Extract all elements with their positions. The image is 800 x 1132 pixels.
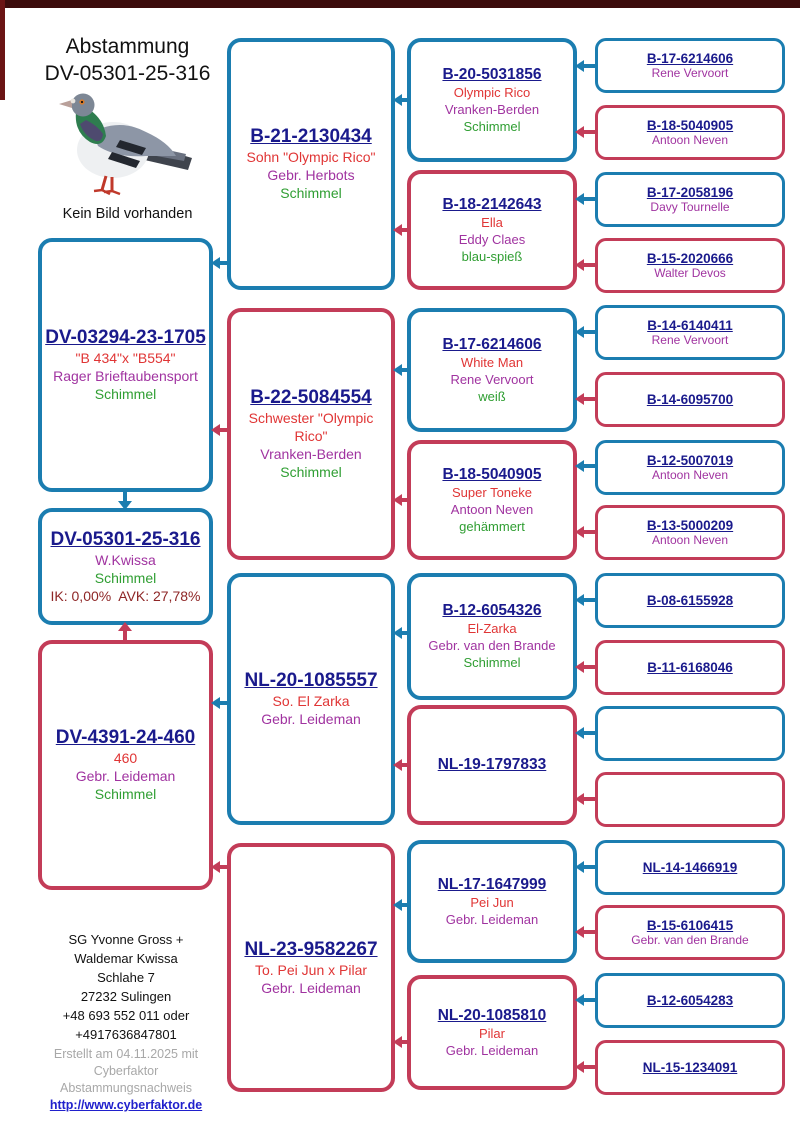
sire-arrow — [575, 994, 597, 1006]
page-title — [15, 33, 240, 87]
footer-line: Cyberfaktor — [93, 1064, 159, 1078]
page-left-border — [0, 0, 5, 100]
feather-color: Schimmel — [94, 786, 157, 802]
dam-arrow — [211, 424, 228, 436]
dam-arrow — [575, 793, 597, 805]
breeder-name: Gebr. Leideman — [445, 911, 539, 927]
breeder-name: Antoon Neven — [651, 132, 729, 147]
feather-color: Schimmel — [463, 655, 521, 670]
breeder-name: Gebr. Leideman — [261, 711, 361, 727]
dam-arrow — [575, 1061, 597, 1073]
dam-arrow — [575, 661, 597, 673]
pedigree-box-gen4-10 — [595, 640, 785, 695]
pedigree-box-gen4-13 — [595, 840, 785, 895]
pedigree-box-gen3-8 — [407, 975, 577, 1090]
pedigree-box-gen3-5 — [407, 573, 577, 700]
ring-number[interactable]: B-12-6054326 — [442, 602, 542, 619]
contact-line: SG Yvonne Gross + — [68, 932, 184, 947]
pedigree-box-gen2-2 — [227, 308, 395, 560]
pigeon-name: So. El Zarka — [272, 693, 350, 709]
feather-color: weiß — [478, 388, 506, 404]
ring-number[interactable]: B-08-6155928 — [646, 593, 734, 608]
page-top-border — [0, 0, 800, 8]
pigeon-photo — [50, 84, 200, 204]
ring-number[interactable]: B-15-2020666 — [646, 250, 734, 266]
breeder-name: Rager Brieftaubensport — [53, 368, 198, 384]
ring-number[interactable]: B-21-2130434 — [250, 126, 372, 147]
sire-arrow — [575, 861, 597, 873]
contact-line: Waldemar Kwissa — [74, 951, 178, 966]
ring-number[interactable]: B-17-6214606 — [646, 50, 734, 66]
pedigree-box-gen3-1 — [407, 38, 577, 162]
pigeon-name: "B 434"x "B554" — [75, 350, 176, 366]
sire-arrow — [575, 594, 597, 606]
ring-number[interactable]: B-18-5040905 — [646, 117, 734, 133]
pigeon-name: Pei Jun — [470, 894, 514, 910]
breeder-name: Gebr. Leideman — [445, 1042, 539, 1058]
contact-line: +48 693 552 011 oder — [62, 1008, 190, 1023]
pedigree-box-gen4-15 — [595, 973, 785, 1028]
contact-line: Schlahe 7 — [97, 970, 155, 985]
footer-line: Abstammungsnachweis — [59, 1081, 192, 1095]
ring-number[interactable]: B-18-2142643 — [442, 195, 542, 213]
ring-number[interactable]: NL-23-9582267 — [244, 938, 378, 960]
breeder-name: Rene Vervoort — [651, 332, 729, 347]
ring-number[interactable]: DV-4391-24-460 — [55, 727, 196, 748]
footer-line: Erstellt am 04.11.2025 mit — [53, 1047, 199, 1061]
dam-arrow — [393, 494, 408, 506]
pedigree-box-gen1-2 — [38, 640, 213, 890]
breeder-name: Gebr. van den Brande — [428, 638, 556, 653]
cyberfaktor-link[interactable]: http://www.cyberfaktor.de — [49, 1098, 203, 1112]
ring-number[interactable]: B-14-6140411 — [647, 317, 733, 333]
contact-block — [15, 930, 237, 1044]
pedigree-box-gen3-6 — [407, 705, 577, 825]
pedigree-box-gen3-2 — [407, 170, 577, 290]
pigeon-name: Schwester "Olympic Rico" — [248, 410, 374, 444]
ring-number[interactable]: B-12-6054283 — [646, 993, 734, 1008]
pedigree-box-gen2-4 — [227, 843, 395, 1092]
dam-arrow — [575, 526, 597, 538]
sire-arrow — [393, 94, 408, 106]
ring-number[interactable]: NL-20-1085557 — [244, 670, 378, 691]
feather-color: Schimmel — [280, 464, 342, 480]
ring-number[interactable]: NL-20-1085810 — [437, 1006, 547, 1024]
pedigree-box-gen2-3 — [227, 573, 395, 825]
pigeon-name: Olympic Rico — [453, 84, 531, 100]
contact-line: 27232 Sulingen — [80, 989, 172, 1004]
breeder-name: W.Kwissa — [95, 551, 156, 568]
ring-number[interactable]: B-15-6106415 — [646, 917, 734, 933]
sire-arrow-down — [118, 489, 132, 510]
breeder-name: Gebr. van den Brande — [631, 932, 749, 947]
ring-number[interactable]: B-12-5007019 — [646, 452, 734, 468]
breeder-name: Antoon Neven — [450, 501, 534, 517]
ring-number[interactable]: B-13-5000209 — [646, 517, 734, 533]
sire-arrow — [211, 697, 228, 709]
dam-arrow — [575, 126, 597, 138]
breeder-name: Vranken-Berden — [444, 101, 540, 117]
sire-arrow — [393, 627, 408, 639]
sire-arrow — [575, 727, 597, 739]
breeder-name: Gebr. Leideman — [75, 768, 176, 784]
dam-arrow — [575, 393, 597, 405]
pigeon-name: Pilar — [478, 1025, 505, 1041]
breeder-name: Rene Vervoort — [450, 371, 534, 387]
ring-number[interactable]: B-20-5031856 — [442, 65, 542, 83]
breeder-name: Antoon Neven — [651, 467, 729, 482]
ring-number[interactable]: B-22-5084554 — [250, 387, 372, 408]
pigeon-name: El-Zarka — [467, 621, 517, 636]
ring-number[interactable]: NL-19-1797833 — [437, 756, 547, 773]
pigeon-illustration — [50, 84, 200, 204]
ring-number[interactable]: B-17-2058196 — [646, 184, 734, 200]
pedigree-box-gen3-7 — [407, 840, 577, 963]
pedigree-box-gen4-4 — [595, 238, 785, 293]
feather-color: Schimmel — [463, 118, 521, 134]
breeder-name: Rene Vervoort — [651, 65, 729, 80]
pigeon-name: White Man — [460, 354, 524, 370]
title-line2: DV-05301-25-316 — [44, 62, 211, 85]
dam-arrow — [393, 759, 408, 771]
pedigree-box-gen4-7 — [595, 440, 785, 495]
pedigree-box-gen3-4 — [407, 440, 577, 560]
ring-number[interactable]: NL-17-1647999 — [437, 875, 547, 893]
sire-arrow — [575, 460, 597, 472]
pedigree-box-subject-1 — [38, 508, 213, 625]
pedigree-box-gen4-5 — [595, 305, 785, 360]
pigeon-name: Ella — [481, 214, 503, 230]
ring-number[interactable]: B-18-5040905 — [442, 465, 542, 483]
breeder-name: Gebr. Herbots — [267, 167, 355, 183]
breeder-name: Walter Devos — [654, 265, 726, 280]
pedigree-box-gen4-2 — [595, 105, 785, 160]
pedigree-box-gen4-6 — [595, 372, 785, 427]
contact-line: +4917636847801 — [75, 1027, 177, 1042]
pedigree-box-gen4-12 — [595, 772, 785, 827]
ring-number[interactable]: NL-14-1466919 — [642, 860, 738, 875]
pedigree-box-gen4-1 — [595, 38, 785, 93]
pedigree-box-gen1-1 — [38, 238, 213, 492]
title-line1: Abstammung — [65, 35, 190, 58]
dam-arrow-up — [118, 622, 132, 643]
sire-arrow — [211, 257, 228, 269]
dam-arrow — [393, 224, 408, 236]
pedigree-box-gen2-1 — [227, 38, 395, 290]
feather-color: gehämmert — [459, 518, 525, 534]
pedigree-box-gen4-9 — [595, 573, 785, 628]
ring-number[interactable]: DV-03294-23-1705 — [45, 327, 206, 348]
pedigree-box-gen4-8 — [595, 505, 785, 560]
ring-number[interactable]: B-11-6168046 — [647, 660, 733, 675]
inbreeding-stats: IK: 0,00% AVK: 27,78% — [50, 587, 201, 604]
sire-arrow — [575, 193, 597, 205]
pedigree-box-gen4-16 — [595, 1040, 785, 1095]
pigeon-name: To. Pei Jun x Pilar — [254, 961, 368, 978]
ring-number[interactable]: DV-05301-25-316 — [50, 528, 201, 550]
breeder-name: Davy Tournelle — [650, 199, 730, 214]
sire-arrow — [575, 326, 597, 338]
sire-arrow — [393, 899, 408, 911]
breeder-name: Eddy Claes — [458, 231, 526, 247]
sire-arrow — [575, 60, 597, 72]
dam-arrow — [211, 861, 228, 873]
pigeon-name: 460 — [113, 750, 138, 766]
pedigree-box-gen4-14 — [595, 905, 785, 960]
dam-arrow — [575, 926, 597, 938]
breeder-name: Vranken-Berden — [260, 446, 362, 462]
no-image-caption: Kein Bild vorhanden — [62, 206, 193, 222]
feather-color: Schimmel — [94, 386, 157, 402]
feather-color: Schimmel — [280, 185, 342, 201]
dam-arrow — [575, 259, 597, 271]
dam-arrow — [393, 1036, 408, 1048]
breeder-name: Gebr. Leideman — [261, 979, 361, 996]
feather-color: Schimmel — [94, 569, 157, 586]
pedigree-box-gen4-3 — [595, 172, 785, 227]
breeder-name: Antoon Neven — [651, 532, 729, 547]
sire-arrow — [393, 364, 408, 376]
footer-block — [15, 1046, 237, 1114]
ring-number[interactable]: B-14-6095700 — [646, 392, 734, 407]
feather-color: blau-spieß — [461, 248, 523, 264]
pigeon-name: Sohn "Olympic Rico" — [246, 149, 376, 165]
pedigree-box-gen3-3 — [407, 308, 577, 432]
ring-number[interactable]: B-17-6214606 — [442, 335, 542, 353]
ring-number[interactable]: NL-15-1234091 — [642, 1060, 738, 1075]
pigeon-name: Super Toneke — [452, 484, 532, 500]
pedigree-box-gen4-11 — [595, 706, 785, 761]
